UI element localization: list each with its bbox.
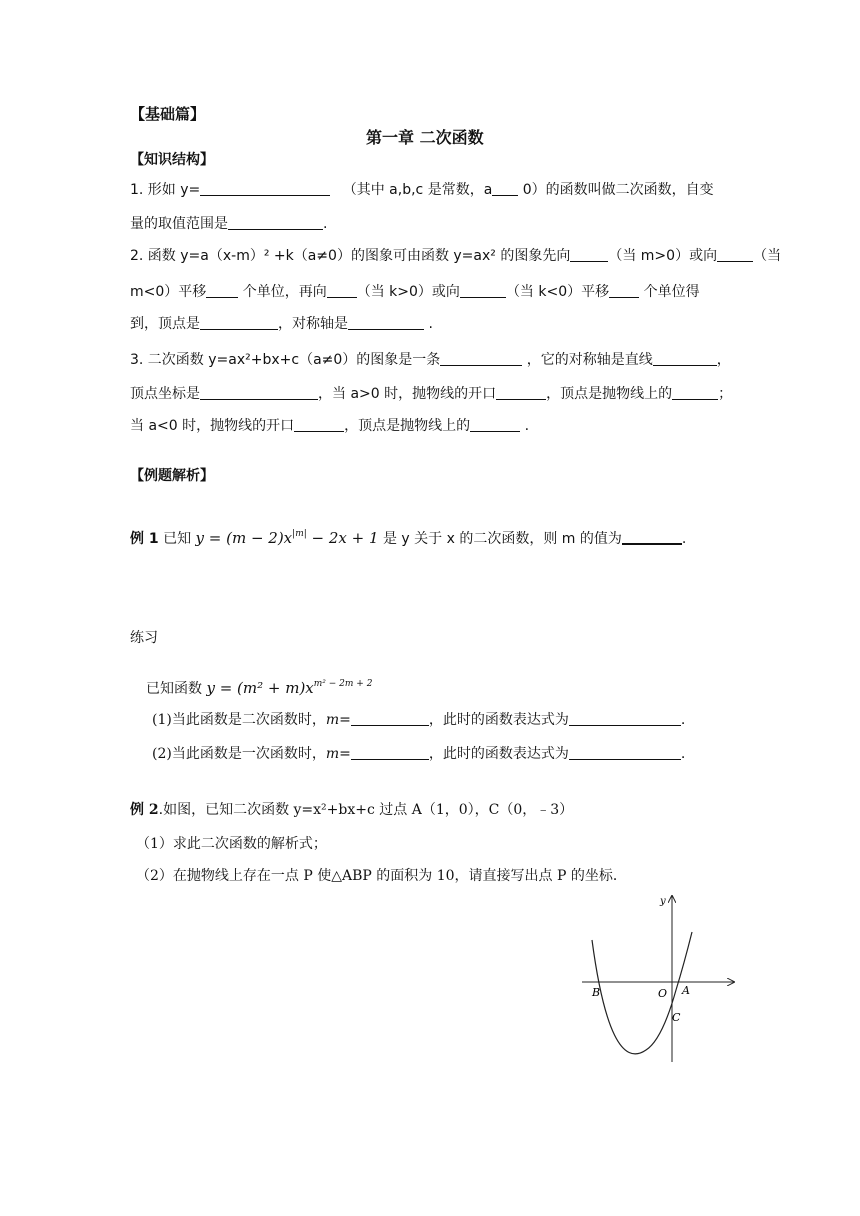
q1-text-a: (1)当此函数是二次函数时，: [152, 712, 326, 728]
formula-exponent: |m|: [292, 529, 307, 539]
example1-text-a: 已知: [163, 531, 192, 547]
item2-text-f: （当 k>0）或向: [356, 284, 460, 300]
formula-exponent: m² − 2m + 2: [313, 679, 373, 689]
item2-text-k: .: [428, 316, 433, 332]
item3-text-c: ，: [716, 352, 731, 368]
item3-line1: [130, 350, 731, 370]
blank[interactable]: [351, 710, 429, 726]
item2-line2: [130, 282, 700, 302]
item1-text-e: .: [323, 216, 328, 232]
point-c-label: C: [672, 1011, 681, 1024]
example1-text-c: .: [681, 531, 687, 547]
example1-text-b: 是 y 关于 x 的二次函数，则 m 的值为: [382, 531, 622, 547]
formula-tail: − 2x + 1: [306, 529, 379, 547]
chapter-title: 第一章 二次函数: [366, 128, 484, 147]
formula-main: y = (m² + m)x: [206, 679, 314, 697]
y-axis-label: y: [660, 896, 666, 907]
item3-line2: [130, 384, 732, 404]
item3-text-j: .: [524, 418, 530, 434]
item2-text-d: m<0）平移: [130, 284, 207, 300]
practice-q2: [152, 744, 685, 764]
item3-text-e: ，当 a>0 时，抛物线的开口: [318, 386, 497, 402]
q2-var-m: m: [325, 746, 340, 762]
section-header: 【基础篇】: [130, 105, 206, 123]
item2-text-e: 个单位，再向: [242, 284, 327, 300]
blank[interactable]: [609, 282, 639, 298]
blank[interactable]: [653, 350, 717, 366]
item3-text-b: ，它的对称轴是直线: [526, 352, 653, 368]
blank[interactable]: [294, 416, 344, 432]
point-b-label: B: [592, 986, 601, 999]
origin-label: O: [658, 987, 668, 1000]
item2-text-j: ，对称轴是: [278, 316, 348, 332]
example2-q1: （1）求此二次函数的解析式；: [136, 836, 327, 852]
example-header: 【例题解析】: [130, 468, 214, 484]
blank[interactable]: [348, 314, 424, 330]
q2-text-a: (2)当此函数是一次函数时，: [152, 746, 326, 762]
item2-line1: [130, 246, 781, 266]
item3-text-d: 顶点坐标是: [130, 386, 200, 402]
item3-text-h: 当 a<0 时，抛物线的开口: [130, 418, 295, 434]
blank[interactable]: [206, 282, 238, 298]
blank[interactable]: [470, 416, 520, 432]
q1-text-c: .: [680, 712, 686, 728]
blank[interactable]: [440, 350, 522, 366]
blank[interactable]: [569, 710, 681, 726]
formula-main: y = (m − 2)x: [195, 529, 293, 547]
item2-text-g: （当 k<0）平移: [505, 284, 610, 300]
q1-eq: =: [339, 712, 351, 728]
blank[interactable]: [200, 384, 318, 400]
practice-intro-text: 已知函数: [146, 681, 202, 697]
example1-formula: [196, 529, 379, 547]
q2-eq: =: [339, 746, 351, 762]
blank[interactable]: [622, 528, 682, 545]
example2-q2: （2）在抛物线上存在一点 P 使△ABP 的面积为 10，请直接写出点 P 的坐标．: [136, 868, 627, 884]
item1-text-d: 量的取值范围是: [130, 216, 228, 232]
blank[interactable]: [200, 180, 330, 196]
practice-q1: [152, 710, 685, 730]
blank[interactable]: [570, 246, 608, 262]
item2-text-i: 到，顶点是: [130, 316, 200, 332]
item1-text-c: 0）的函数叫做二次函数，自变: [522, 182, 714, 198]
blank[interactable]: [717, 246, 753, 262]
example1-line: [130, 524, 686, 549]
item2-text-c: （当: [753, 248, 782, 264]
item2-line3: [130, 314, 433, 334]
example2-line1: [130, 800, 573, 820]
parabola-curve: [592, 932, 692, 1054]
practice-formula: [206, 679, 372, 697]
blank[interactable]: [327, 282, 357, 298]
example2-text: .如图，已知二次函数 y=x²+bx+c 过点 A（1，0），C（0，﹣3）: [158, 802, 574, 818]
item3-text-g: ；: [718, 386, 733, 402]
example2-label: 例 2: [130, 802, 159, 818]
item1-text-b: （其中 a,b,c 是常数，a: [342, 182, 493, 198]
item3-line3: [130, 416, 529, 436]
blank[interactable]: [569, 744, 681, 760]
knowledge-header: 【知识结构】: [130, 152, 214, 168]
item2-text-h: 个单位得: [643, 284, 700, 300]
q1-text-b: ，此时的函数表达式为: [428, 712, 569, 728]
blank[interactable]: [351, 744, 429, 760]
blank[interactable]: [672, 384, 718, 400]
item1-line1: [130, 180, 714, 200]
item2-text-b: （当 m>0）或向: [608, 248, 718, 264]
item1-line2: [130, 214, 327, 234]
parabola-figure: [570, 890, 740, 1070]
example1-label: 例 1: [130, 531, 159, 547]
q2-text-c: .: [680, 746, 686, 762]
practice-label: 练习: [130, 630, 158, 646]
blank[interactable]: [228, 214, 323, 230]
q1-var-m: m: [325, 712, 340, 728]
blank[interactable]: [496, 384, 546, 400]
item3-text-a: 3. 二次函数 y=ax²+bx+c（a≠0）的图象是一条: [130, 352, 441, 368]
blank[interactable]: [200, 314, 278, 330]
item2-text-a: 2. 函数 y=a（x-m）² +k（a≠0）的图象可由函数 y=ax² 的图象先向: [130, 248, 571, 264]
practice-intro: [146, 674, 372, 699]
item3-text-i: ，顶点是抛物线上的: [344, 418, 471, 434]
item1-text-a: 1. 形如 y=: [130, 182, 201, 198]
blank[interactable]: [460, 282, 506, 298]
blank[interactable]: [492, 180, 518, 196]
item3-text-f: ，顶点是抛物线上的: [546, 386, 673, 402]
q2-text-b: ，此时的函数表达式为: [428, 746, 569, 762]
point-a-label: A: [682, 984, 690, 997]
